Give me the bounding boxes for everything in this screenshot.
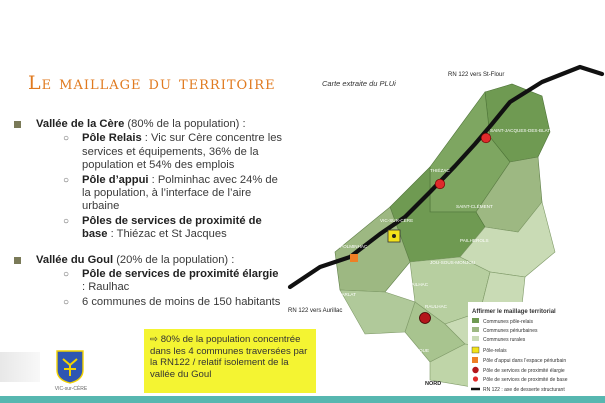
legend-swatch-relais [472,318,479,323]
item-text: : Polminhac avec 24% de la population, à l’interface de l’aire urbaine [82,173,278,213]
item-text: : Thiézac et St Jacques [107,228,227,241]
place-label: JOU-SOUS-MONJOU [430,260,476,265]
territory-map [280,62,605,398]
place-label: RAULHAC [425,304,447,309]
place-label: SAINT-JACQUES-DES-BLATS [490,128,554,133]
place-label: CROS-DE-RONESQUE [380,348,430,353]
arrow-right-icon: ⇨ [150,334,159,345]
legend-label: Pôle de services de proximité de base [483,377,568,383]
bullet-square-icon [14,257,21,264]
logo-caption: VIC-sur-CÈRE [54,386,88,392]
item-text: 6 communes de moins de 150 habitants [82,295,281,308]
legend-swatch-appui [472,357,478,363]
bullet-square-icon [14,121,21,128]
content-list [14,118,284,315]
list-item [36,132,284,172]
bullet-circle-icon: ○ [63,215,70,227]
map-legend [468,302,605,398]
legend-label: Pôle d’appui dans l’espace périurbain [483,358,567,364]
legend-label: Pôle-relais [483,348,507,354]
bullet-circle-icon: ○ [63,133,70,145]
legend-swatch-elargie [472,367,478,373]
legend-label: RN 122 : axe de desserte structurant [483,387,565,393]
place-label: PAILHEROLS [460,238,489,243]
marker-pole-relais-dot [392,234,396,238]
map-caption: Carte extraite du PLUi [322,79,396,88]
legend-label: Communes pôle-relais [483,319,534,325]
decorative-strip [0,352,40,382]
section-heading: Vallée du Goul [36,253,114,266]
bullet-circle-icon: ○ [63,296,70,308]
list-item [36,215,284,242]
marker-base-saint-jacques [481,133,491,143]
place-label: THIÉZAC [430,168,450,173]
list-item [36,174,284,214]
place-label: BADAILHAC [402,282,429,287]
bullet-circle-icon: ○ [63,269,70,281]
place-label: VIC-SUR-CÈRE [380,218,414,223]
north-label: NORD [425,381,442,387]
footer-band [0,396,605,403]
legend-label: Communes rurales [483,337,526,343]
legend-swatch-periurbain [472,327,479,332]
marker-elargie-raulhac [420,313,431,324]
legend-label: Pôle de services de proximité élargie [483,368,565,374]
road-label-top: RN 122 vers St-Flour [448,72,505,78]
coat-of-arms-icon [56,350,84,384]
item-label: Pôle de services de proximité élargie [82,268,279,281]
list-item [36,268,284,295]
marker-base-thiezac [435,179,445,189]
place-label: POLMINHAC [340,244,368,249]
place-label: SAINT-CLÉMENT [456,204,493,209]
map-svg [280,62,605,398]
place-label: SAINT-ÉTIENNE-DE-CARLAT [294,292,356,297]
section-note: (20% de la population) : [113,253,235,266]
municipality-logo [56,350,84,384]
marker-pole-appui [350,254,358,262]
list-item [36,296,284,309]
legend-title: Affirmer le maillage territorial [472,309,556,315]
section-note: (80% de la population) : [124,118,246,130]
item-label: Pôle Relais [82,132,142,145]
section-cere [14,118,284,242]
road-label-left: RN 122 vers Aurillac [288,308,343,314]
legend-swatch-pole [472,347,479,353]
section-heading: Vallée de la Cère [36,118,125,130]
item-text: : Vic sur Cère concentre les services et équipements, 36% de la population et 54% des emplois [82,132,283,172]
section-goul [14,254,284,310]
item-text: : Raulhac [82,281,130,294]
legend-swatch-base [473,376,478,381]
legend-swatch-rural [472,336,479,341]
item-label: Pôles de services de proximité de base [82,214,262,241]
legend-label: Communes périurbaines [483,328,538,334]
bullet-circle-icon: ○ [63,174,70,186]
callout-text: 80% de la population concentrée dans les 4 communes traversées par la RN122 / relatif isolement de la vallée du Goul [150,334,308,380]
item-label: Pôle d’appui [82,173,149,186]
slide-title: Le maillage du territoire [28,72,276,94]
